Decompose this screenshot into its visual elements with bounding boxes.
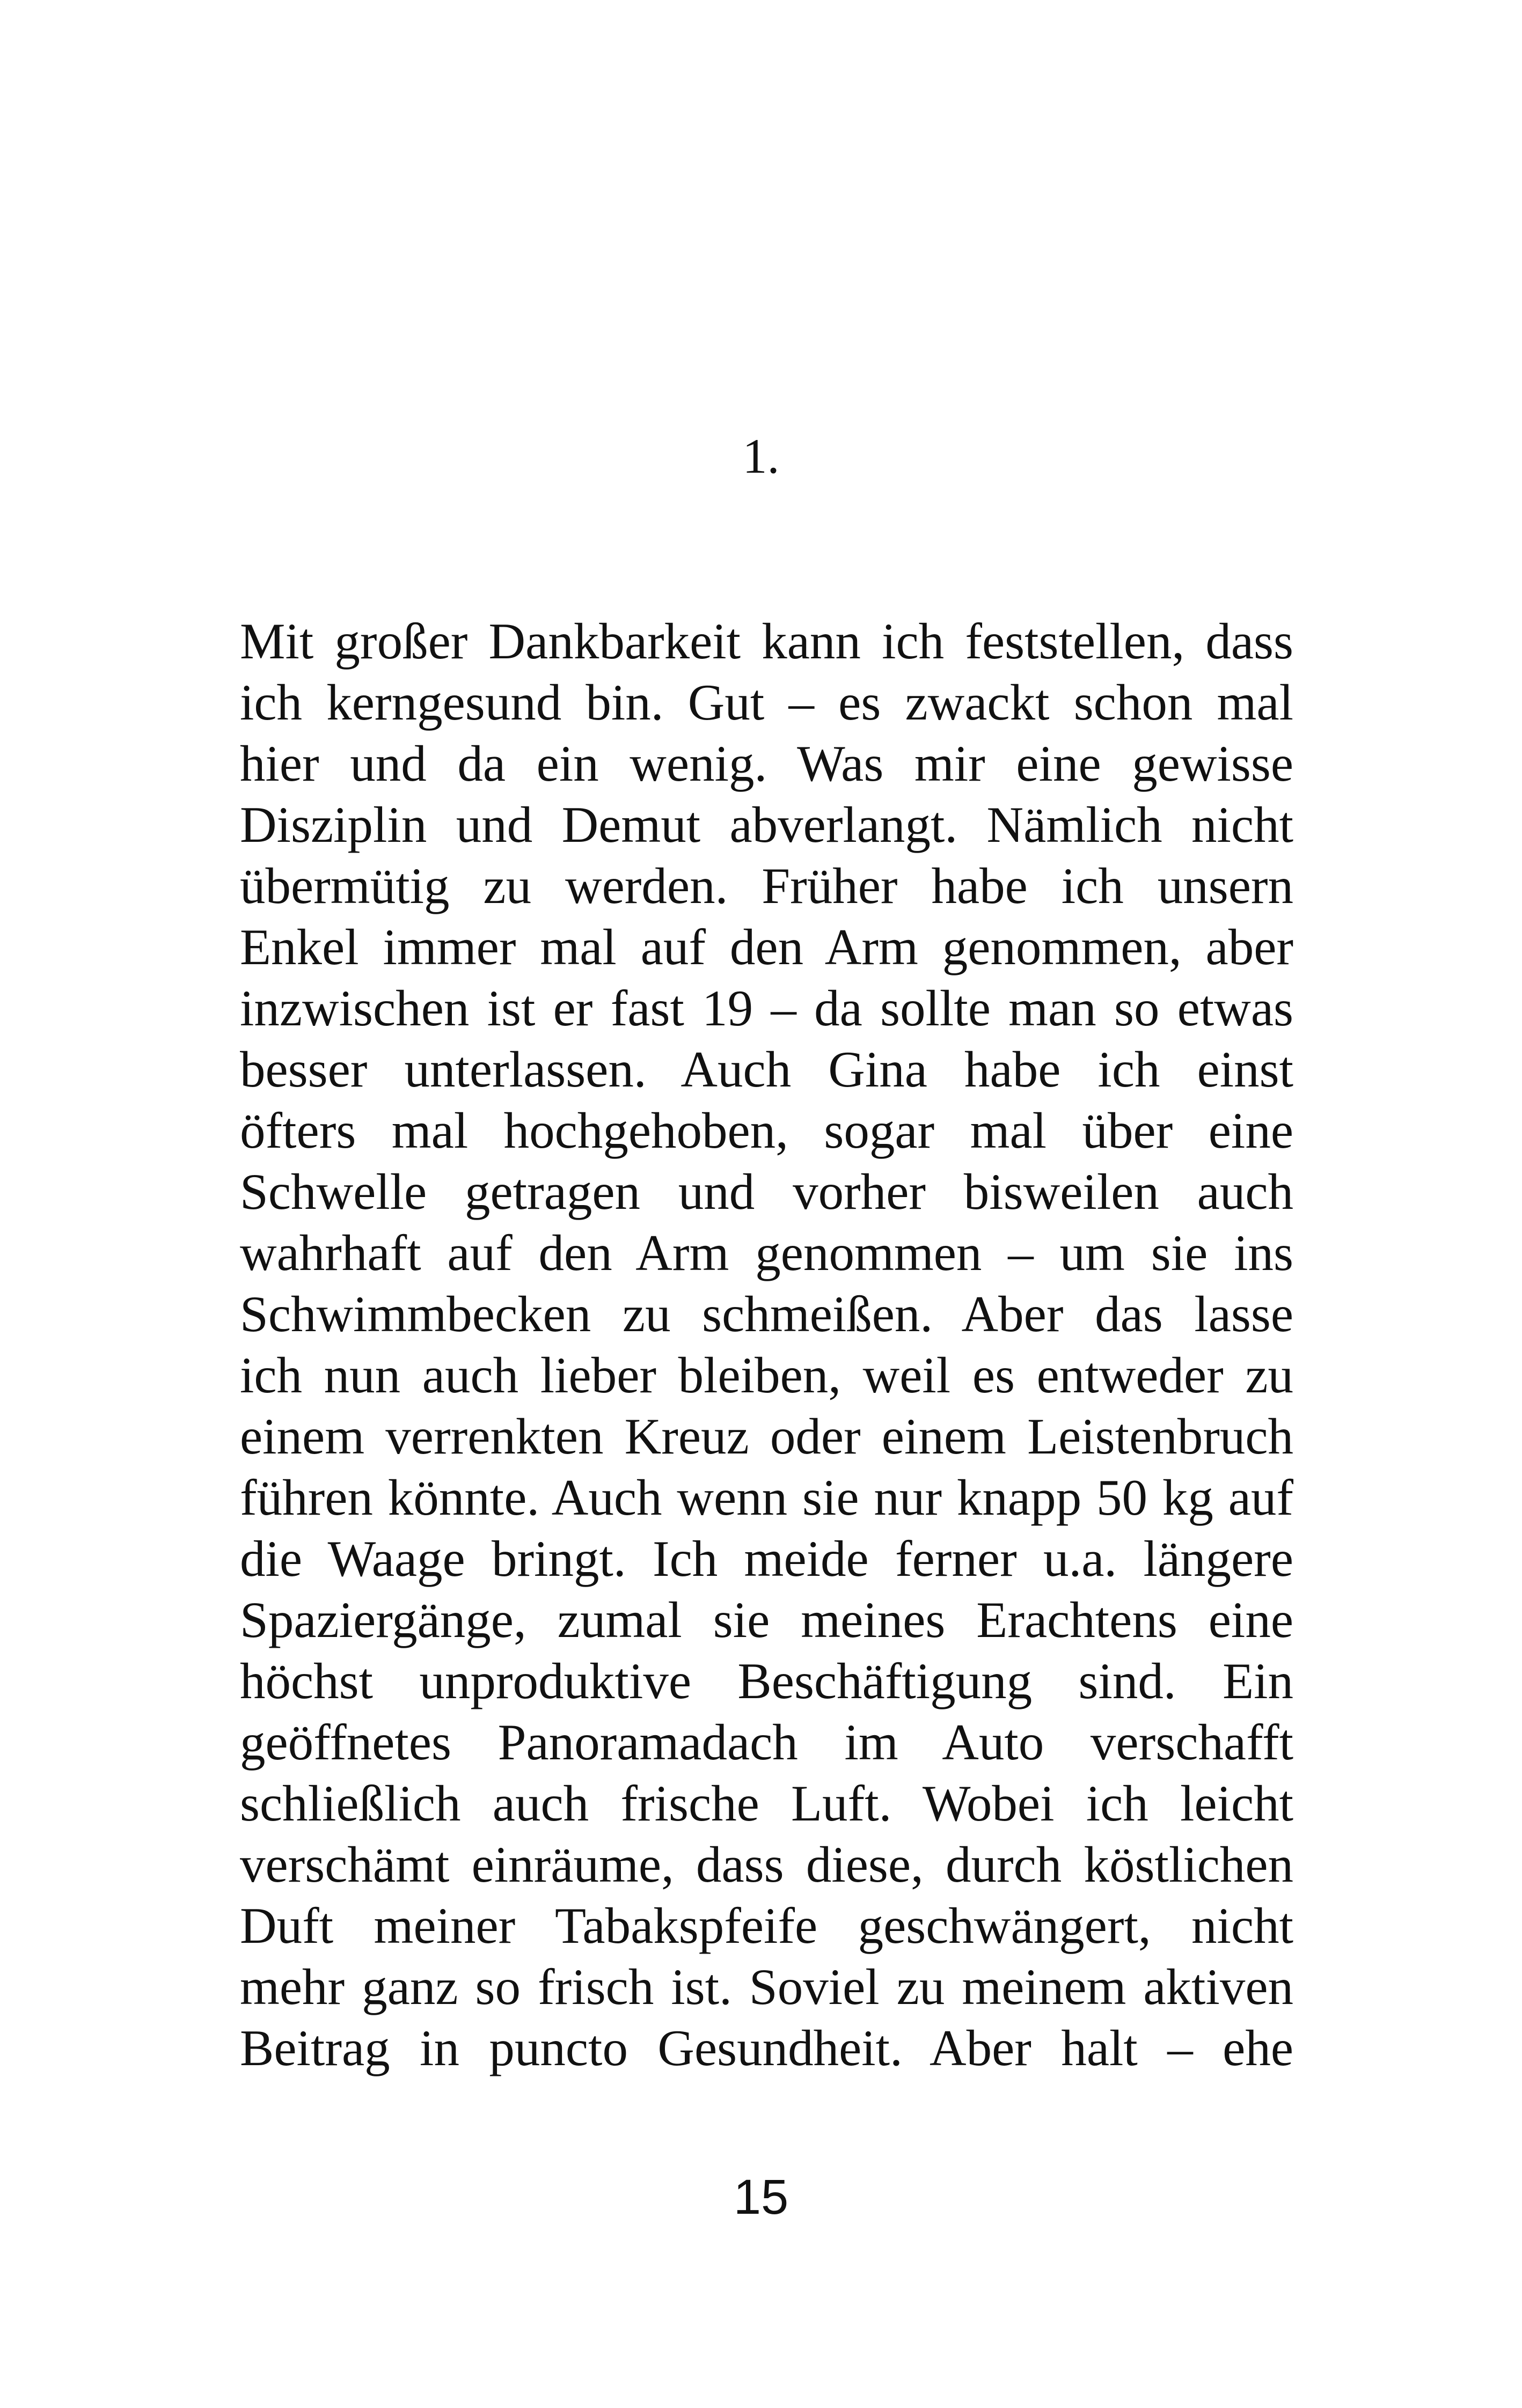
text-line: ich nun auch lieber bleiben, weil es entweder zu — [240, 1347, 1293, 1404]
text-line: die Waage bringt. Ich meide ferner u.a. längere — [240, 1530, 1293, 1587]
text-line: ich kerngesund bin. Gut – es zwackt schon mal — [240, 674, 1293, 731]
text-line: Schwimmbecken zu schmeißen. Aber das lasse — [240, 1286, 1293, 1342]
text-line: verschämt einräume, dass diese, durch köstlichen — [240, 1836, 1293, 1893]
text-line: Duft meiner Tabakspfeife geschwängert, nicht — [240, 1897, 1293, 1954]
text-line: inzwischen ist er fast 19 – da sollte man so etwas — [240, 980, 1293, 1037]
body-text — [240, 611, 1293, 2079]
text-line: schließlich auch frische Luft. Wobei ich leicht — [240, 1775, 1293, 1832]
text-line: wahrhaft auf den Arm genommen – um sie ins — [240, 1224, 1293, 1281]
text-line: übermütig zu werden. Früher habe ich unsern — [240, 857, 1293, 914]
text-line: Spaziergänge, zumal sie meines Erachtens eine — [240, 1591, 1293, 1648]
text-line: mehr ganz so frisch ist. Soviel zu meinem aktiven — [240, 1958, 1293, 2015]
text-line: besser unterlassen. Auch Gina habe ich einst — [240, 1041, 1293, 1098]
text-line: öfters mal hochgehoben, sogar mal über eine — [240, 1102, 1293, 1159]
text-line: einem verrenkten Kreuz oder einem Leistenbruch — [240, 1408, 1293, 1465]
text-line: Enkel immer mal auf den Arm genommen, aber — [240, 919, 1293, 975]
page-number: 15 — [733, 2170, 789, 2225]
text-line: höchst unproduktive Beschäftigung sind. Ein — [240, 1653, 1293, 1709]
text-line: geöffnetes Panoramadach im Auto verschafft — [240, 1714, 1293, 1771]
text-line: hier und da ein wenig. Was mir eine gewisse — [240, 735, 1293, 792]
text-line: Disziplin und Demut abverlangt. Nämlich nicht — [240, 796, 1293, 853]
text-line: Mit großer Dankbarkeit kann ich feststellen, dass — [240, 613, 1293, 670]
text-line: Schwelle getragen und vorher bisweilen auch — [240, 1163, 1293, 1220]
chapter-number: 1. — [742, 429, 780, 483]
text-line: Beitrag in puncto Gesundheit. Aber halt – ehe — [240, 2020, 1293, 2076]
text-line: führen könnte. Auch wenn sie nur knapp 50 kg auf — [240, 1469, 1293, 1526]
